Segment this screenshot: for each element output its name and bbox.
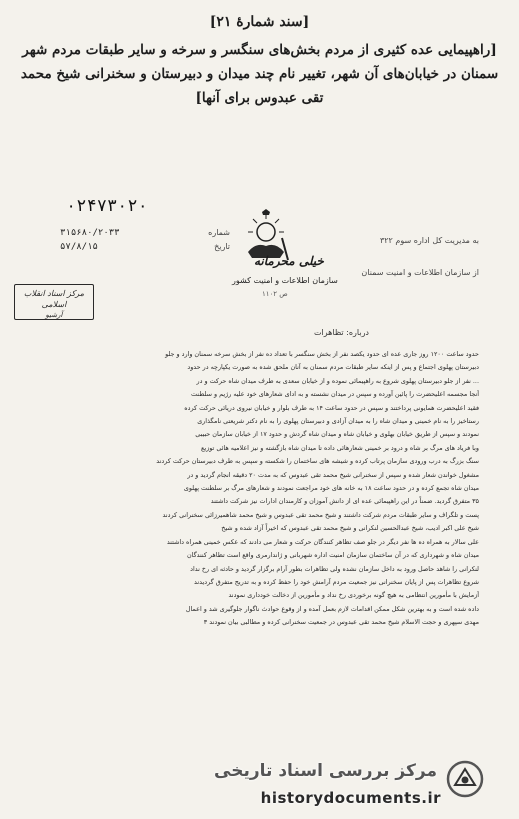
document-title [16,38,503,110]
body-line: مشغول خواندن شعار شده و سپس از سخنرانی شیخ محمد تقی عبدوس که به مدت ۲۰ دقیقه انجام گردید و در [187,470,479,479]
body-line: آزمایش با مأمورین انتظامی به هیچ گونه برخوردی رخ نداد و مأمورین از دخالت خودداری نمودند [228,591,479,600]
body-line: میدان شاه و شهرداری که در آن ساختمان سازمان امنیت اداره شهربانی و ژاندارمری واقع است تظاهر کنندگان [186,551,479,560]
body-line: رستاخیز را به نام خمینی و میدان شاه را به میدان آزادی و دبیرستان پهلوی را به نام دکتر شریعتی نامگذاری [197,417,479,426]
watermark-url: historydocuments.ir [260,789,441,807]
body-text [40,348,479,630]
watermark-footer [0,745,519,819]
body-line: پست و تلگراف و سایر طبقات مردم شرکت داشتند و شیخ محمد تقی عبدوس و شیخ محمد شاهمیرزائی سخنرانی کردند [162,510,479,519]
body-line: سنگ بزرگ به درب ورودی سازمان پرتاب کرده و شیشه های ساختمان را شکسته و سپس به طرف دبیرستان حرکت کردند [156,457,479,466]
body-line: علی سالار به همراه ده ها نفر دیگر در جلو صف تظاهر کنندگان حرکت و شعار می دادند که عکس خمینی همراه داشتند [166,537,479,546]
body-line: وبا فریاد های مرگ بر شاه و درود بر خمینی شعارهائی داده تا میدان شاه بازگشته و نیز اعلامیه هائی توزیع [200,443,479,452]
body-line: ۳۵ متفرق گردید. ضمناً در این راهپیمائی عده ای از دانش آموزان و کارمندان ادارات نیز شرکت داشتند [210,497,479,506]
body-line: شیخ علی اکبر ادیب، شیخ عبدالحسین لنکرانی و شیخ محمد تقی عبدوس که اخیراً آزاد شده و شیخ [221,524,479,533]
recipient-reference: به مدیریت کل اداره سوم ۳۲۲ [379,236,479,245]
body-line: حدود ساعت ۱۲۰۰ روز جاری عده ای حدود یکصد نفر از بخش سنگسر با تعداد ده نفر از بخش سرخه سمنان وارد و جلو [165,350,479,358]
document-header [16,14,503,110]
body-line: نمودند و سپس از طریق خیابان بهلوی و خیابان شاه و میدان شاه گردش و حدود ۱۷ از خیابان سازمان حبیبی [195,430,479,439]
organization-name: سازمان اطلاعات و امنیت کشور [232,276,338,285]
body-line: داده شده است و به بهترین شکل ممکن اقدامات لازم بعمل آمده و از وقوع حوادث ناگوار جلوگیری شد و اعمال [185,604,479,613]
subject-line: درباره: تظاهرات [314,328,369,337]
organization-code: ص ۱۱۰۲ [262,290,288,298]
document-number: [سند شمارهٔ ۲۱] [209,14,310,30]
body-line: ... نفر از جلو دبیرستان پهلوی شروع به راهپیمائی نموده و از خیابان سعدی به طرف میدان شاه حرکت و در [196,376,479,385]
archive-stamp [14,284,94,320]
secret-mark: خیلی محرمانه [254,254,324,268]
title-line: [راهپیمایی عده کثیری از مردم بخش‌های سنگسر و سرخه و سایر طبقات مردم شهر [22,42,497,58]
date-label: تاریخ [214,242,230,251]
archive-logo-icon [445,759,485,799]
title-line: سمنان در خیابان‌های آن شهر، تغییر نام چند میدان و دبیرستان و سخنرانی شیخ محمد [20,66,499,82]
number-value: ۳۱۵۶۸۰/۲۰۳۳ [60,228,120,238]
serial-number: ۰۲۴۷۳۰۲۰ [66,196,148,216]
stamp-line: آرشیو [45,311,63,319]
watermark-title: مرکز بررسی اسناد تاریخی [214,761,437,781]
body-line: فقید اعلیحضرت همایونی پرداختند و سپس در حدود ساعت ۱۴ به طرف بلوار و خیابان نیروی دریائی حرکت کرده [184,403,479,412]
title-line: تقی عبدوس برای آنها] [195,90,324,106]
body-line: مهدی سپهری و حجت الاسلام شیخ محمد تقی عبدوس در جمعیت سخنرانی کرده و مطالبی بیان نمودند ۳ [203,618,479,627]
body-line: دبیرستان پهلوی اجتماع و پس از اینکه سایر طبقات مردم سمنان به آنان ملحق شده به صورت یکپارچه در حدود [187,363,479,372]
letter-meta [60,228,230,256]
body-line: میدان شاه تجمع کرده و در حدود ساعت ۱۸ به خانه های خود مراجعت نمودند و شعارهای مرگ بر سلطنت پهلوی [183,484,479,493]
stamp-line: مرکز اسناد انقلاب اسلامی [23,289,85,309]
body-line: لنکرانی را شاهد حاصل ورود به داخل سازمان نشده ولی تظاهرات بطور آرام برگزار گردید و حادثه ای رخ نداد [190,564,479,573]
body-line: آنجا مجسمه اعلیحضرت را پائین آورده و سپس در میدان نشسته و به ادای شعارهای خود علیه رژیم و سلطنت [191,390,479,399]
number-label: شماره [208,228,230,237]
date-value: ۵۷/۸/۱۵ [60,242,98,252]
body-line: شروع تظاهرات پس از پایان سخنرانی نیز جمعیت مردم آرامش خود را حفظ کرده و به تدریج متفرق گردیدند [193,577,479,586]
sender-line: از سازمان اطلاعات و امنیت سمنان [361,268,479,277]
